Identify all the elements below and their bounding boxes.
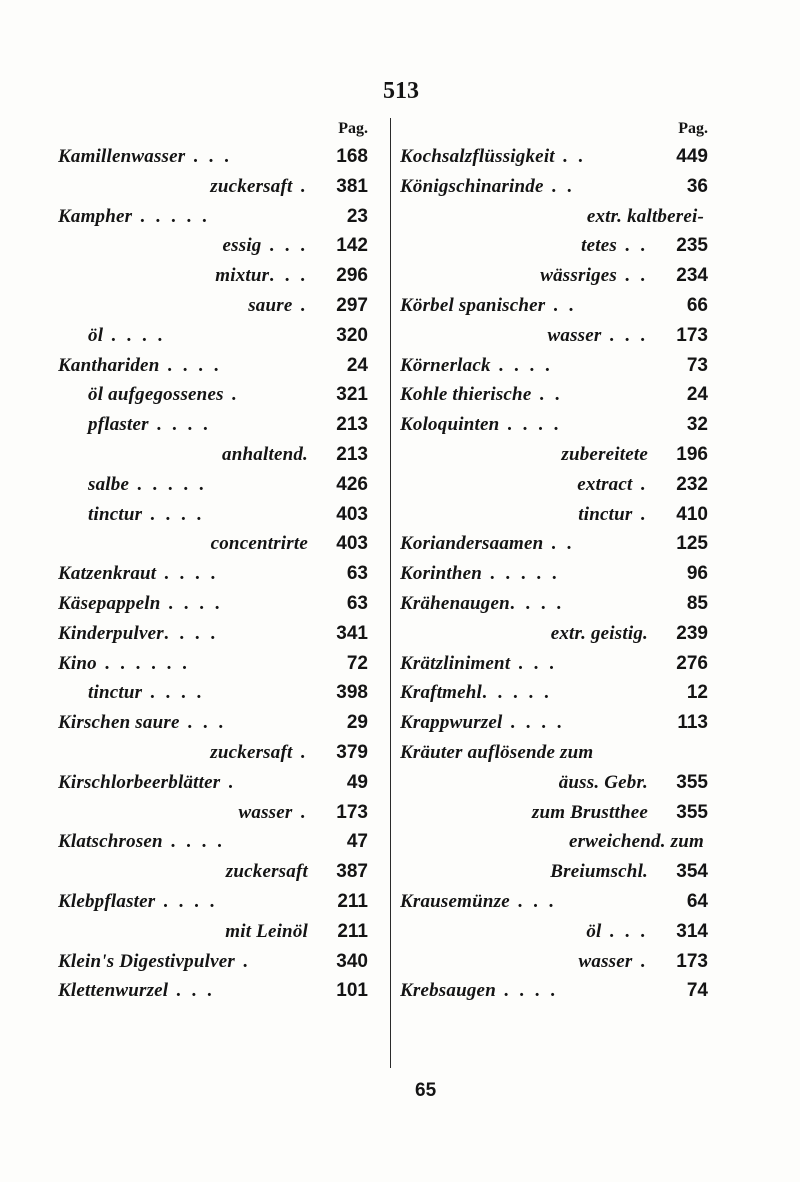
entry-text: wässriges: [540, 265, 617, 287]
entry-term: [58, 917, 312, 947]
entry-text: Kraftmehl: [400, 682, 483, 704]
entry-term: [400, 887, 652, 917]
entry-text: zubereitete: [561, 443, 648, 465]
index-entry: [58, 440, 368, 470]
index-entry: [400, 738, 708, 768]
dot-leader: .: [632, 503, 648, 525]
entry-page-number: 381: [336, 175, 368, 197]
entry-text: zuckersaft: [210, 741, 293, 763]
entry-term: [58, 410, 312, 440]
dot-leader: . .: [617, 265, 648, 287]
entry-page-number: 64: [686, 890, 708, 912]
entry-term: [58, 321, 312, 351]
entry-term: [58, 142, 312, 172]
entry-term: [400, 589, 652, 619]
index-entry: [400, 559, 708, 589]
index-entry: [400, 291, 708, 321]
dot-leader: . .: [543, 533, 575, 555]
dot-leader: . . .: [185, 146, 232, 167]
entry-text: Krausemünze: [400, 890, 510, 912]
entry-term: [400, 827, 708, 857]
index-entry: [58, 142, 368, 172]
entry-page-number: 341: [336, 622, 368, 644]
entry-page-number: 340: [336, 950, 368, 972]
index-entry: [400, 440, 708, 470]
dot-leader: . . . .: [499, 414, 562, 436]
dot-leader: . . . . .: [132, 205, 210, 227]
dot-leader: . . . .: [160, 592, 223, 614]
entry-text: zuckersaft: [210, 175, 293, 197]
dot-leader: .: [223, 384, 240, 406]
entry-page-number: 73: [686, 354, 708, 376]
entry-page-number: 276: [676, 652, 708, 674]
entry-page-number: 173: [336, 801, 368, 823]
index-entry: [58, 708, 368, 738]
entry-term: [58, 708, 312, 738]
entry-text: Klebpflaster: [58, 890, 156, 912]
entry-term: [58, 470, 312, 500]
dot-leader: . .: [545, 294, 577, 316]
entry-page-number: 320: [336, 324, 368, 346]
entry-term: [400, 470, 652, 500]
dot-leader: . .: [617, 235, 648, 257]
index-entry: [58, 619, 368, 649]
dot-leader: . . .: [179, 712, 227, 734]
entry-text: saure: [248, 294, 293, 316]
index-entry: [400, 231, 708, 261]
entry-page-number: 387: [336, 861, 368, 883]
index-entry: [400, 321, 708, 351]
index-entry: [400, 619, 708, 649]
entry-page-number: 321: [336, 384, 368, 406]
dot-leader: . . . . .: [129, 473, 207, 495]
dot-leader: . . . .: [163, 622, 219, 644]
entry-page-number: 355: [676, 771, 708, 793]
entry-term: [400, 440, 652, 470]
index-entry: [400, 976, 708, 1006]
entry-text: Korinthen: [400, 563, 483, 585]
dot-leader: .: [632, 473, 648, 495]
entry-page-number: 12: [686, 682, 708, 704]
entry-page-number: 355: [676, 801, 708, 823]
entry-text: wasser: [547, 324, 602, 346]
entry-page-number: 63: [346, 563, 368, 585]
entry-term: [58, 798, 312, 828]
entry-page-number: 47: [346, 831, 368, 853]
dot-leader: . . .: [168, 980, 215, 1002]
index-entry: [400, 798, 708, 828]
entry-page-number: 314: [676, 920, 708, 942]
entry-page-number: 32: [686, 414, 708, 436]
entry-text: extr. geistig.: [550, 622, 648, 644]
entry-term: [58, 529, 312, 559]
entry-term: [400, 708, 652, 738]
entry-page-number: 72: [346, 652, 368, 674]
entry-page-number: 125: [676, 533, 708, 555]
index-entry: [58, 976, 368, 1006]
entry-term: [58, 619, 312, 649]
index-entry: [58, 410, 368, 440]
entry-text: pflaster: [88, 414, 149, 436]
index-entry: [58, 291, 368, 321]
entry-page-number: 142: [336, 235, 368, 257]
dot-leader: . .: [543, 175, 575, 197]
entry-term: [58, 678, 312, 708]
entry-text: Koloquinten: [400, 414, 500, 436]
index-entry: [58, 470, 368, 500]
entry-text: Klettenwurzel: [58, 980, 169, 1002]
signature-mark: 65: [415, 1080, 437, 1101]
entry-term: [400, 798, 652, 828]
entry-term: [58, 559, 312, 589]
entry-text: Katzenkraut: [58, 563, 157, 585]
entry-page-number: 24: [346, 354, 368, 376]
entry-text: Krebsaugen: [400, 980, 496, 1002]
entry-page-number: 379: [336, 741, 368, 763]
index-entry: [400, 768, 708, 798]
entry-term: [400, 738, 708, 768]
entry-page-number: 85: [686, 592, 708, 614]
entry-term: [400, 947, 652, 977]
entry-page-number: 403: [336, 503, 368, 525]
entry-term: [400, 529, 652, 559]
entry-text: Kampher: [58, 205, 133, 227]
entry-text: essig: [222, 235, 262, 257]
index-entry: [58, 827, 368, 857]
entry-page-number: 211: [337, 920, 368, 942]
entry-term: [400, 917, 652, 947]
index-entry: [400, 947, 708, 977]
entry-text: wasser: [578, 950, 633, 972]
entry-text: Klatschrosen: [58, 831, 163, 853]
index-entry: [58, 947, 368, 977]
entry-term: [400, 351, 652, 381]
entry-page-number: 113: [677, 712, 708, 734]
dot-leader: . . . .: [148, 414, 211, 436]
index-entry: [58, 649, 368, 679]
entry-page-number: 234: [676, 265, 708, 287]
entry-term: [400, 976, 652, 1006]
entry-text: tetes: [581, 235, 617, 257]
entry-page-number: 66: [686, 294, 708, 316]
dot-leader: . . . .: [156, 563, 219, 585]
entry-text: Körbel spanischer: [400, 294, 546, 316]
dot-leader: . .: [531, 384, 563, 406]
entry-text: Klein's Digestivpulver: [58, 950, 235, 972]
dot-leader: . . .: [509, 890, 557, 912]
entry-text: Kräuter auflösende zum: [400, 741, 594, 763]
entry-text: Breiumschl.: [550, 861, 648, 883]
entry-term: [58, 261, 312, 291]
index-entry: [400, 887, 708, 917]
dot-leader: . . .: [261, 235, 308, 257]
entry-text: Kirschlorbeerblätter: [58, 771, 221, 793]
entry-text: anhaltend.: [222, 443, 308, 465]
dot-leader: . . . .: [162, 831, 225, 853]
dot-leader: . .: [554, 146, 586, 167]
entry-term: [58, 887, 312, 917]
entry-term: [400, 142, 652, 172]
entry-page-number: 74: [686, 980, 708, 1002]
entry-text: mixtur: [215, 265, 270, 287]
entry-page-number: 211: [337, 890, 368, 912]
entry-term: [400, 380, 652, 410]
entry-text: Koriandersaamen: [400, 533, 544, 555]
entry-text: Kamillenwasser: [58, 146, 186, 167]
dot-leader: .: [292, 175, 308, 197]
index-column-right: [400, 116, 708, 1006]
entry-text: Kohle thierische: [400, 384, 532, 406]
entry-page-number: 403: [336, 533, 368, 555]
entry-term: [58, 738, 312, 768]
index-entry: [400, 202, 708, 232]
dot-leader: . . . . . .: [96, 652, 190, 674]
index-entry: [58, 321, 368, 351]
dot-leader: . . . .: [490, 354, 553, 376]
dot-leader: .: [632, 950, 648, 972]
entry-term: [400, 231, 652, 261]
entry-text: Königschinarinde: [400, 175, 544, 197]
entry-text: concentrirte: [210, 533, 308, 555]
index-entry: [58, 857, 368, 887]
entry-page-number: 29: [346, 712, 368, 734]
entry-term: [58, 291, 312, 321]
entry-text: tinctur: [88, 503, 143, 525]
entry-page-number: 213: [336, 443, 368, 465]
entry-page-number: 173: [676, 324, 708, 346]
entry-term: [400, 410, 652, 440]
entry-term: [58, 768, 312, 798]
index-entry: [400, 917, 708, 947]
index-entry: [58, 529, 368, 559]
entry-text: mit Leinöl: [225, 920, 308, 942]
entry-page-number: 235: [676, 235, 708, 257]
entry-term: [400, 649, 652, 679]
dot-leader: . . . .: [142, 682, 205, 704]
entry-term: [58, 947, 312, 977]
entry-term: [58, 827, 312, 857]
entry-text: öl aufgegossenes: [88, 384, 224, 406]
entry-text: Kinderpulver: [58, 622, 164, 644]
entry-text: wasser: [238, 801, 293, 823]
dot-leader: .: [292, 294, 308, 316]
entry-term: [58, 231, 312, 261]
page-number: 513: [383, 78, 419, 104]
entry-page-number: 297: [336, 294, 368, 316]
entry-text: extr. kaltberei-: [586, 205, 704, 227]
index-entry: [400, 857, 708, 887]
entry-term: [400, 202, 708, 232]
dot-leader: .: [292, 801, 308, 823]
index-entry: [400, 172, 708, 202]
entry-term: [58, 857, 312, 887]
entry-term: [58, 202, 312, 232]
index-entry: [58, 202, 368, 232]
dot-leader: . . . . .: [482, 563, 560, 585]
entry-term: [400, 291, 652, 321]
index-entry: [400, 142, 708, 172]
entry-page-number: 101: [336, 980, 368, 1002]
entry-text: tinctur: [578, 503, 633, 525]
entry-term: [58, 500, 312, 530]
index-entry: [58, 261, 368, 291]
dot-leader: . . . .: [502, 712, 565, 734]
entry-term: [58, 649, 312, 679]
dot-leader: .: [292, 741, 308, 763]
dot-leader: . . . .: [103, 324, 166, 346]
entry-term: [400, 768, 652, 798]
entry-text: erweichend. zum: [569, 831, 704, 853]
index-entry: [400, 261, 708, 291]
dot-leader: . . . .: [155, 890, 218, 912]
entry-page-number: 449: [676, 146, 708, 167]
entry-term: [400, 857, 652, 887]
entry-term: [58, 351, 312, 381]
dot-leader: . . .: [601, 920, 648, 942]
entry-page-number: 426: [336, 473, 368, 495]
entry-term: [400, 500, 652, 530]
entry-text: salbe: [88, 473, 130, 495]
dot-leader: . . . .: [509, 592, 565, 614]
entry-page-number: 23: [346, 205, 368, 227]
entry-page-number: 296: [336, 265, 368, 287]
index-entry: [58, 738, 368, 768]
entry-page-number: 96: [686, 563, 708, 585]
entry-text: zum Brustthee: [531, 801, 648, 823]
entry-page-number: 232: [676, 473, 708, 495]
entry-page-number: 398: [336, 682, 368, 704]
dot-leader: .: [234, 950, 251, 972]
entry-page-number: 213: [336, 414, 368, 436]
index-entry: [400, 380, 708, 410]
dot-leader: . . . .: [142, 503, 205, 525]
entry-page-number: 354: [676, 861, 708, 883]
entry-text: Kochsalzflüssigkeit: [400, 146, 555, 167]
entry-term: [400, 261, 652, 291]
entry-text: öl: [88, 324, 104, 346]
entry-text: Kirschen saure: [58, 712, 180, 734]
index-entry: [400, 351, 708, 381]
entry-text: Krätzliniment: [400, 652, 511, 674]
entry-page-number: 24: [686, 384, 708, 406]
entry-text: Kino: [58, 652, 97, 674]
entry-text: Krähenaugen: [400, 592, 510, 614]
index-entry: [400, 649, 708, 679]
entry-text: Krappwurzel: [400, 712, 503, 734]
entry-text: Körnerlack: [400, 354, 491, 376]
dot-leader: . . . . .: [482, 682, 552, 704]
index-entry: [58, 380, 368, 410]
entry-term: [58, 172, 312, 202]
pag-label-left: Pag.: [338, 120, 368, 137]
index-entry: [58, 559, 368, 589]
entry-text: tinctur: [88, 682, 143, 704]
dot-leader: . . . .: [159, 354, 222, 376]
index-entry: [400, 678, 708, 708]
entry-text: äuss. Gebr.: [558, 771, 648, 793]
entry-text: zuckersaft: [225, 861, 308, 883]
index-entry: [400, 470, 708, 500]
entry-page-number: 168: [336, 146, 368, 167]
index-entry: [400, 827, 708, 857]
entry-page-number: 173: [676, 950, 708, 972]
pag-label-right: Pag.: [678, 120, 708, 137]
index-entry: [58, 231, 368, 261]
index-entry: [58, 798, 368, 828]
entry-page-number: 239: [676, 622, 708, 644]
index-entry: [400, 410, 708, 440]
entry-term: [400, 172, 652, 202]
entry-text: öl: [586, 920, 602, 942]
dot-leader: . . . .: [495, 980, 558, 1002]
index-entry: [58, 917, 368, 947]
entry-term: [58, 380, 312, 410]
entry-term: [400, 559, 652, 589]
entry-term: [58, 589, 312, 619]
index-entry: [58, 500, 368, 530]
entry-term: [400, 619, 652, 649]
entry-term: [58, 976, 312, 1006]
entry-page-number: 49: [346, 771, 368, 793]
dot-leader: .: [220, 771, 236, 793]
entry-page-number: 196: [676, 443, 708, 465]
index-entry: [58, 351, 368, 381]
index-column-left: [58, 116, 368, 1006]
dot-leader: . . .: [269, 265, 308, 287]
entry-page-number: 410: [676, 503, 708, 525]
index-entry: [400, 708, 708, 738]
entry-term: [400, 321, 652, 351]
entry-text: extract: [577, 473, 633, 495]
index-entry: [400, 500, 708, 530]
index-entry: [400, 529, 708, 559]
index-entry: [400, 589, 708, 619]
entry-term: [400, 678, 652, 708]
entry-page-number: 36: [686, 175, 708, 197]
column-divider: [390, 118, 391, 1068]
index-entry: [58, 589, 368, 619]
index-entry: [58, 678, 368, 708]
entry-text: Kanthariden: [58, 354, 160, 376]
index-entry: [58, 768, 368, 798]
dot-leader: . . .: [510, 652, 557, 674]
entry-term: [58, 440, 312, 470]
entry-page-number: 63: [346, 592, 368, 614]
index-entry: [58, 172, 368, 202]
entry-text: Käsepappeln: [58, 592, 161, 614]
dot-leader: . . .: [601, 324, 648, 346]
index-entry: [58, 887, 368, 917]
